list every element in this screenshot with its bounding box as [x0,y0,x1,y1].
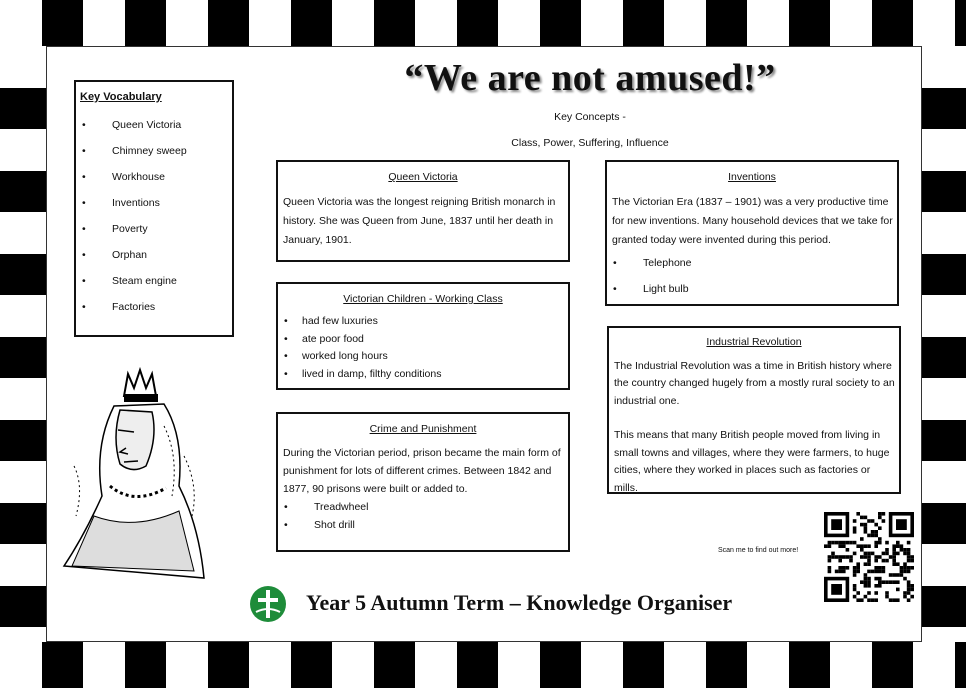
border-square [291,642,333,688]
inventions-text: The Victorian Era (1837 – 1901) was a very productive time for new inventions. Many household devices that we take for granted today were invented during this period. [612,196,893,246]
qr-module [864,555,868,559]
qr-module [903,548,907,552]
qr-module [885,541,889,545]
crime-box [276,412,570,552]
qr-module [849,541,853,545]
qr-module [867,570,871,574]
qr-module [892,552,896,556]
qr-module [896,519,907,530]
border-square [374,642,416,688]
children-item: • had few luxuries [278,313,568,331]
qr-module [874,544,878,548]
qr-module [864,580,868,584]
qr-module [871,534,875,538]
qr-module [842,544,846,548]
border-square [920,171,966,213]
border-square [872,642,914,688]
qr-module [889,598,893,602]
qr-module [874,559,878,563]
qr-module [900,566,904,570]
qr-module [903,570,907,574]
border-square [540,642,582,688]
qr-module [864,595,868,599]
qr-module [842,566,846,570]
border-square [125,0,167,46]
qr-module [885,559,889,563]
qr-module [824,544,828,548]
qr-module [907,548,911,552]
qr-module [867,577,871,581]
qr-module [838,555,842,559]
qr-module [882,580,886,584]
qr-module [831,552,835,556]
border-square [291,0,333,46]
qr-module [867,591,871,595]
qr-module [878,580,882,584]
border-square [0,337,46,379]
vocab-item: • Poverty [76,216,232,242]
qr-module [835,555,839,559]
border-square [0,503,46,545]
qr-module [867,552,871,556]
qr-module [856,598,860,602]
qr-module [896,562,900,566]
qr-module [907,559,911,563]
qr-module [860,523,864,527]
children-item: • lived in damp, filthy conditions [278,366,568,384]
inventions-item: • Telephone [607,250,897,276]
qr-module [835,541,839,545]
key-concepts-heading: Key Concepts - [554,111,626,123]
qr-module [867,544,871,548]
border-square [125,642,167,688]
qr-module [842,555,846,559]
qr-module [892,580,896,584]
border-square [457,0,499,46]
qr-module [910,595,914,599]
queen-victoria-heading: Queen Victoria [388,171,458,183]
qr-module [892,598,896,602]
qr-module [907,598,911,602]
key-vocabulary-heading: Key Vocabulary [80,91,162,103]
qr-module [842,541,846,545]
crime-item: • Treadwheel [278,498,568,516]
qr-module [838,541,842,545]
qr-module [892,555,896,559]
border-square [872,0,914,46]
qr-module [831,584,842,595]
qr-module [896,598,900,602]
inventions-item: • Light bulb [607,276,897,302]
qr-module [853,570,857,574]
qr-module [838,544,842,548]
qr-module [889,573,893,577]
border-square [920,586,966,628]
qr-module [885,591,889,595]
border-square [0,88,46,130]
key-concepts [460,104,720,156]
qr-module [882,512,886,516]
children-box [276,282,570,390]
qr-module [907,552,911,556]
qr-module [853,573,857,577]
qr-module [831,541,835,545]
border-square [920,337,966,379]
qr-module [828,559,832,563]
qr-module [871,519,875,523]
vocab-item: • Factories [76,294,232,320]
qr-module [867,584,871,588]
qr-module [885,580,889,584]
qr-module [874,570,878,574]
qr-module [878,526,882,530]
qr-module [900,570,904,574]
qr-module [878,516,882,520]
qr-module [907,566,911,570]
industrial-text-1: The Industrial Revolution was a time in British history where the country changed hugely from a mostly rural society to an industrial one. [614,359,895,407]
qr-module [900,548,904,552]
scan-prompt: Scan me to find out more! [718,547,799,554]
qr-module [903,591,907,595]
qr-module [864,544,868,548]
border-square [706,642,748,688]
border-square [457,642,499,688]
border-square [0,586,46,628]
qr-module [864,573,868,577]
qr-module [864,584,868,588]
qr-module [874,577,878,581]
border-square [920,503,966,545]
queen-victoria-portrait-image [54,366,214,586]
qr-module [853,526,857,530]
qr-module [871,598,875,602]
qr-module [831,555,835,559]
vocab-item: • Queen Victoria [76,112,232,138]
qr-module [828,541,832,545]
qr-module [867,559,871,563]
qr-module [864,516,868,520]
qr-module [907,555,911,559]
qr-module [907,580,911,584]
qr-module [871,552,875,556]
qr-module [878,577,882,581]
qr-module [878,541,882,545]
qr-module [900,544,904,548]
children-heading: Victorian Children - Working Class [343,293,503,305]
qr-module [853,566,857,570]
qr-module [878,512,882,516]
qr-module [878,570,882,574]
border-square [623,0,665,46]
qr-module [874,591,878,595]
qr-module [828,570,832,574]
qr-module [860,598,864,602]
qr-module [860,537,864,541]
qr-module [871,570,875,574]
qr-module [867,534,871,538]
vocab-item: • Steam engine [76,268,232,294]
qr-module [856,544,860,548]
qr-module [892,573,896,577]
vocab-item: • Inventions [76,190,232,216]
qr-module [864,562,868,566]
vocab-item: • Workhouse [76,164,232,190]
qr-module [892,544,896,548]
qr-module [842,570,846,574]
qr-module [900,573,904,577]
qr-module [860,580,864,584]
qr-module [860,548,864,552]
border-square [955,642,966,688]
qr-module [896,544,900,548]
qr-module [856,591,860,595]
qr-module [864,577,868,581]
border-square [789,642,831,688]
qr-module [889,580,893,584]
qr-module [867,519,871,523]
qr-module [853,588,857,592]
qr-module [892,559,896,563]
qr-module [874,530,878,534]
qr-module [874,584,878,588]
qr-module [828,544,832,548]
qr-module [910,559,914,563]
border-square [955,0,966,46]
border-square [920,254,966,296]
qr-module [838,570,842,574]
qr-module [903,566,907,570]
qr-module [896,573,900,577]
vocab-item: • Orphan [76,242,232,268]
qr-module [907,541,911,545]
children-item: • worked long hours [278,348,568,366]
qr-module [885,552,889,556]
qr-module [882,559,886,563]
qr-module [838,559,842,563]
qr-module [903,595,907,599]
qr-module [828,566,832,570]
qr-module [907,570,911,574]
qr-module [874,598,878,602]
qr-module [896,588,900,592]
qr-module [853,595,857,599]
qr-module [856,512,860,516]
border-square [920,420,966,462]
qr-module [846,548,850,552]
qr-module [878,584,882,588]
qr-module [849,559,853,563]
qr-module [831,519,842,530]
crime-item: • Shot drill [278,516,568,534]
border-square [0,254,46,296]
border-square [920,88,966,130]
qr-module [856,562,860,566]
qr-module [882,570,886,574]
inventions-heading: Inventions [728,171,776,183]
qr-module [892,548,896,552]
qr-module [860,544,864,548]
qr-module [896,541,900,545]
footer-title: Year 5 Autumn Term – Knowledge Organiser [306,590,733,615]
key-vocabulary-box [74,80,234,337]
page-title: “We are not amused!” [404,57,776,99]
qr-module [853,530,857,534]
key-concepts-list: Class, Power, Suffering, Influence [511,137,669,149]
qr-module [835,570,839,574]
crime-text: During the Victorian period, prison became the main form of punishment for lots of different crimes. Between 1842 and 1877, 90 prisons were built or added to. [283,447,561,495]
border-square [623,642,665,688]
industrial-text-2: This means that many British people moved from living in small towns and villages, where they were farmers, to huge cities, where they worked in places such as factories or mills. [614,429,890,494]
qr-module [853,584,857,588]
inventions-box [605,160,899,306]
qr-module [896,552,900,556]
qr-module [889,555,893,559]
qr-module [907,591,911,595]
qr-module [864,552,868,556]
qr-module [867,598,871,602]
school-logo-icon [248,584,292,624]
qr-module [896,580,900,584]
border-square [789,0,831,46]
qr-module [885,548,889,552]
qr-module [867,555,871,559]
children-item: • ate poor food [278,331,568,349]
qr-module [864,526,868,530]
qr-module [849,555,853,559]
qr-module [903,577,907,581]
qr-module [903,552,907,556]
qr-module [910,588,914,592]
qr-module [846,541,850,545]
qr-module [846,555,850,559]
border-square [208,0,250,46]
qr-module [853,552,857,556]
qr-module [864,523,868,527]
queen-victoria-box [276,160,570,262]
qr-module [878,566,882,570]
qr-module [892,562,896,566]
qr-module [846,566,850,570]
qr-module [856,570,860,574]
qr-module [910,555,914,559]
qr-module [903,562,907,566]
qr-module [853,519,857,523]
qr-module [874,555,878,559]
qr-module [907,584,911,588]
qr-module [907,588,911,592]
qr-module [874,566,878,570]
qr-module [856,566,860,570]
border-square [208,642,250,688]
qr-module [864,530,868,534]
border-square [0,171,46,213]
qr-module [860,516,864,520]
qr-module [867,580,871,584]
border-square [706,0,748,46]
queen-victoria-text: Queen Victoria was the longest reigning British monarch in history. She was Queen from June, 1837 until her death in January, 1901. [283,196,556,246]
qr-module [910,584,914,588]
qr-code-icon[interactable] [824,512,914,602]
crime-heading: Crime and Punishment [369,423,477,435]
qr-module [885,595,889,599]
qr-module [874,523,878,527]
qr-module [874,534,878,538]
qr-module [910,566,914,570]
qr-module [882,552,886,556]
border-square [0,420,46,462]
qr-module [882,519,886,523]
vocab-item: • Chimney sweep [76,138,232,164]
industrial-box [607,326,901,494]
qr-module [860,555,864,559]
industrial-heading: Industrial Revolution [706,336,802,348]
border-square [540,0,582,46]
border-square [374,0,416,46]
qr-module [828,555,832,559]
qr-module [838,566,842,570]
qr-module [871,530,875,534]
border-square [42,0,84,46]
qr-module [874,541,878,545]
qr-module [878,555,882,559]
qr-module [853,541,857,545]
qr-module [882,566,886,570]
qr-module [878,537,882,541]
qr-module [867,562,871,566]
border-square [42,642,84,688]
